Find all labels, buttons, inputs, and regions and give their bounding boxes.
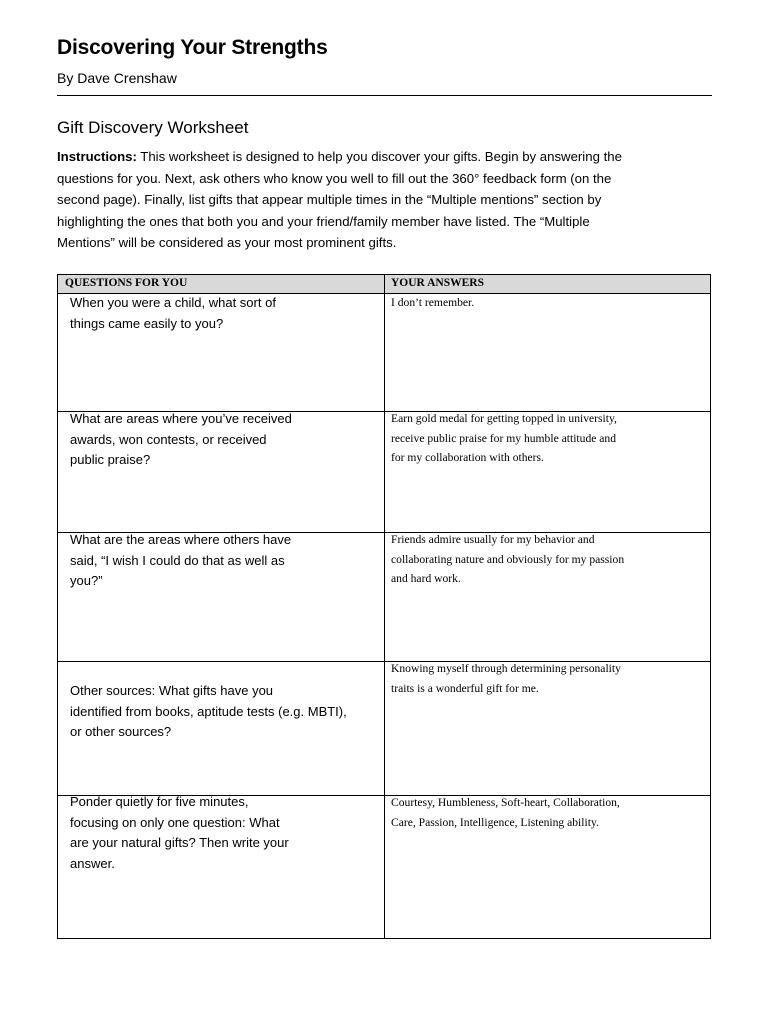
header-answers: YOUR ANSWERS bbox=[391, 277, 484, 289]
question-line: you?” bbox=[70, 573, 103, 588]
instructions-line: Mentions” will be considered as your most prominent gifts. bbox=[57, 235, 397, 250]
question-line: When you were a child, what sort of bbox=[70, 295, 276, 310]
question-line: answer. bbox=[70, 855, 115, 871]
question-line: Ponder quietly for five minutes, bbox=[70, 794, 249, 809]
question-line: What are the areas where others have bbox=[70, 532, 292, 547]
question-line: are your natural gifts? Then write your bbox=[70, 835, 289, 850]
author-byline: By Dave Crenshaw bbox=[57, 70, 177, 86]
answer-line: I don’t remember. bbox=[391, 296, 475, 309]
answer-cell bbox=[391, 530, 703, 589]
question-line: identified from books, aptitude tests (e.g. MBTI), bbox=[70, 703, 347, 719]
question-line: focusing on only one question: What bbox=[70, 814, 280, 830]
worksheet-subtitle: Gift Discovery Worksheet bbox=[57, 118, 249, 137]
answer-line: Friends admire usually for my behavior and bbox=[391, 533, 595, 546]
instructions-line: highlighting the ones that both you and your friend/family member have listed. The “Multiple bbox=[57, 213, 590, 229]
answer-line: Courtesy, Humbleness, Soft-heart, Collaboration, bbox=[391, 796, 620, 809]
question-line: awards, won contests, or received bbox=[70, 431, 267, 447]
answer-cell bbox=[391, 409, 703, 468]
question-line: What are areas where you’ve received bbox=[70, 411, 292, 426]
title-divider bbox=[57, 95, 712, 96]
answer-line: Knowing myself through determining personality bbox=[391, 662, 621, 675]
question-line: things came easily to you? bbox=[70, 315, 224, 331]
question-line: Other sources: What gifts have you bbox=[70, 683, 274, 698]
question-cell bbox=[70, 293, 375, 334]
column-divider bbox=[384, 275, 385, 938]
question-cell bbox=[70, 530, 375, 592]
answer-cell bbox=[391, 659, 703, 698]
page-title: Discovering Your Strengths bbox=[57, 36, 328, 59]
answer-line: for my collaboration with others. bbox=[391, 451, 544, 464]
instructions-paragraph bbox=[57, 146, 687, 254]
instructions-text: This worksheet is designed to help you discover your gifts. Begin by answering the bbox=[140, 149, 622, 164]
answer-line: Earn gold medal for getting topped in university, bbox=[391, 412, 617, 425]
questions-table bbox=[57, 274, 711, 939]
instructions-line: second page). Finally, list gifts that appear multiple times in the “Multiple mentions” section by bbox=[57, 192, 602, 207]
answer-cell bbox=[391, 293, 703, 313]
answer-cell bbox=[391, 793, 703, 832]
question-line: or other sources? bbox=[70, 724, 172, 739]
question-line: said, “I wish I could do that as well as bbox=[70, 552, 285, 568]
header-questions: QUESTIONS FOR YOU bbox=[65, 277, 188, 289]
instructions-label: Instructions: bbox=[57, 149, 137, 164]
instructions-line bbox=[57, 146, 687, 168]
answer-line: receive public praise for my humble attitude and bbox=[391, 431, 617, 445]
answer-line: and hard work. bbox=[391, 572, 461, 585]
answer-line: traits is a wonderful gift for me. bbox=[391, 681, 539, 695]
instructions-line: questions for you. Next, ask others who know you well to fill out the 360° feedback form (on the bbox=[57, 170, 612, 186]
question-cell bbox=[70, 792, 375, 874]
answer-line: Care, Passion, Intelligence, Listening ability. bbox=[391, 815, 599, 829]
question-cell bbox=[70, 681, 375, 743]
question-cell bbox=[70, 409, 375, 471]
answer-line: collaborating nature and obviously for my passion bbox=[391, 552, 625, 566]
question-line: public praise? bbox=[70, 452, 151, 467]
